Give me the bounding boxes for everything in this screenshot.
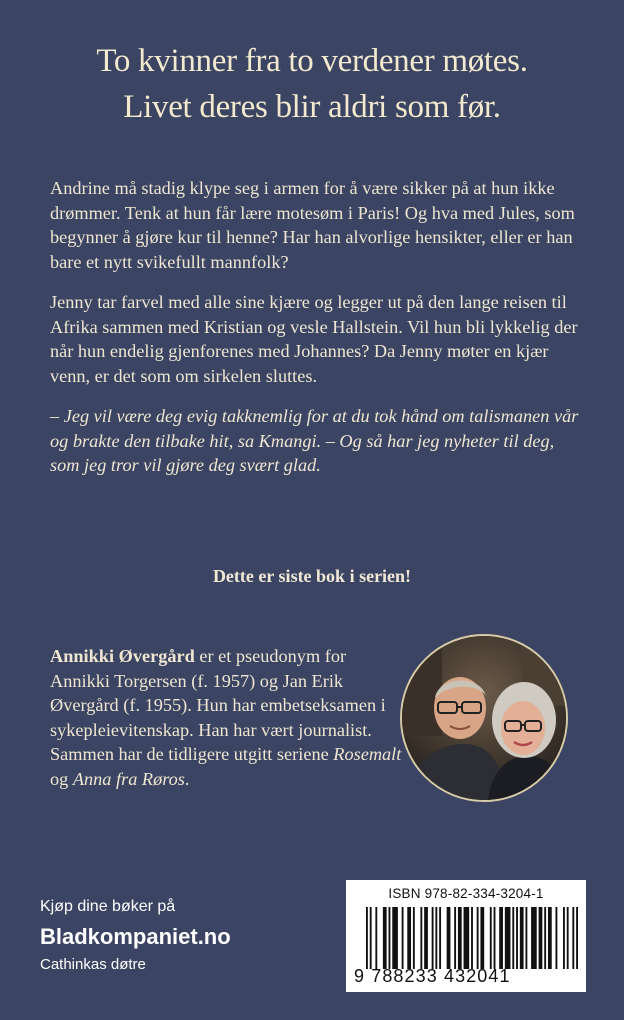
barcode-bar xyxy=(512,907,514,969)
barcode-bar xyxy=(499,907,503,969)
barcode-bar xyxy=(480,907,484,969)
barcode-bar xyxy=(447,907,451,969)
barcode-bar xyxy=(555,907,557,969)
author-bio-text-1: er et pseudonym for Annikki Torgersen (f. 1957) og Jan Erik Øvergård (f. 1955). Hun har embetseksamen i sykepleievitenskap. Han har vært journalist. Sammen har de tidligere utgitt seriene xyxy=(50,646,386,764)
barcode-bar xyxy=(424,907,428,969)
series-title-anna-fra-roros: Anna fra Røros xyxy=(72,768,185,789)
barcode-bar xyxy=(516,907,518,969)
isbn-label: ISBN 978-82-334-3204-1 xyxy=(388,886,544,901)
barcode-bar xyxy=(464,907,470,969)
barcode-bar xyxy=(392,907,398,969)
author-bio-text-2: og xyxy=(50,768,73,789)
barcode-bar xyxy=(420,907,422,969)
ean-digits: 9 788233 432041 xyxy=(354,966,511,986)
author-bio xyxy=(50,644,402,791)
headline-line-1: To kvinner fra to verdener møtes. xyxy=(96,43,528,79)
barcode-bar xyxy=(520,907,524,969)
barcode-bar xyxy=(439,907,441,969)
barcode-bar xyxy=(531,907,537,969)
promo-line: Kjøp dine bøker på xyxy=(40,898,176,915)
barcode-bar xyxy=(477,907,479,969)
barcode-bar xyxy=(454,907,456,969)
author-name: Annikki Øvergård xyxy=(50,646,195,666)
barcode-bar xyxy=(505,907,511,969)
promo-site: Bladkompaniet.no xyxy=(40,924,231,949)
barcode-panel xyxy=(346,880,586,992)
barcode-bar xyxy=(435,907,437,969)
series-title-rosemalt: Rosemalt xyxy=(333,744,402,764)
barcode-bar xyxy=(402,907,404,969)
barcode-bar xyxy=(490,907,492,969)
barcode-bar xyxy=(366,907,368,969)
barcode-bar xyxy=(494,907,496,969)
blurb-quote: – Jeg vil være deg evig takknemlig for at du tok hånd om talismanen vår og brakte den tilbake hit, sa Kmangi. – Og så har jeg nyheter til deg, som jeg tror vil gjøre deg svært glad. xyxy=(50,406,579,475)
author-bio-end: . xyxy=(184,768,190,789)
barcode-bars xyxy=(366,907,578,969)
promo xyxy=(40,896,231,976)
barcode-bar xyxy=(370,907,372,969)
series-note: Dette er siste bok i serien! xyxy=(212,566,412,586)
barcode-bar xyxy=(407,907,411,969)
blurb-paragraph-2: Jenny tar farvel med alle sine kjære og legger ut på den lange reisen til Afrika sammen med Kristian og vesle Hallstein. Vil hun bli lykkelig der når hun endelig gjenforenes med Johannes? Da Jenny møter en kjær venn, er det som om sirkelen sluttes. xyxy=(50,292,578,386)
barcode-bar xyxy=(572,907,574,969)
barcode-bar xyxy=(375,907,377,969)
barcode-bar xyxy=(471,907,473,969)
author-photo-illustration xyxy=(402,636,566,800)
barcode-bar xyxy=(544,907,546,969)
barcode-bar xyxy=(548,907,552,969)
barcode-bar xyxy=(389,907,391,969)
barcode-bar xyxy=(413,907,415,969)
barcode-bar xyxy=(539,907,543,969)
headline-line-2: Livet deres blir aldri som før. xyxy=(123,89,501,125)
headline xyxy=(0,38,624,130)
barcode-bar xyxy=(576,907,578,969)
barcode-bar xyxy=(458,907,462,969)
barcode-bar xyxy=(567,907,569,969)
promo-series: Cathinkas døtre xyxy=(40,956,146,973)
author-photo xyxy=(400,634,568,802)
barcode-bar xyxy=(525,907,527,969)
blurb-paragraph-1: Andrine må stadig klype seg i armen for å være sikker på at hun ikke drømmer. Tenk at hun får lære motesøm i Paris! Og hva med Jules, som begynner å gjøre kur til henne? Har han alvorlige hensikter, eller er han bare et nytt svikefullt mannfolk? xyxy=(50,178,575,272)
barcode-bar xyxy=(563,907,565,969)
blurb xyxy=(50,176,582,494)
barcode-bar xyxy=(432,907,434,969)
barcode-bar xyxy=(383,907,387,969)
